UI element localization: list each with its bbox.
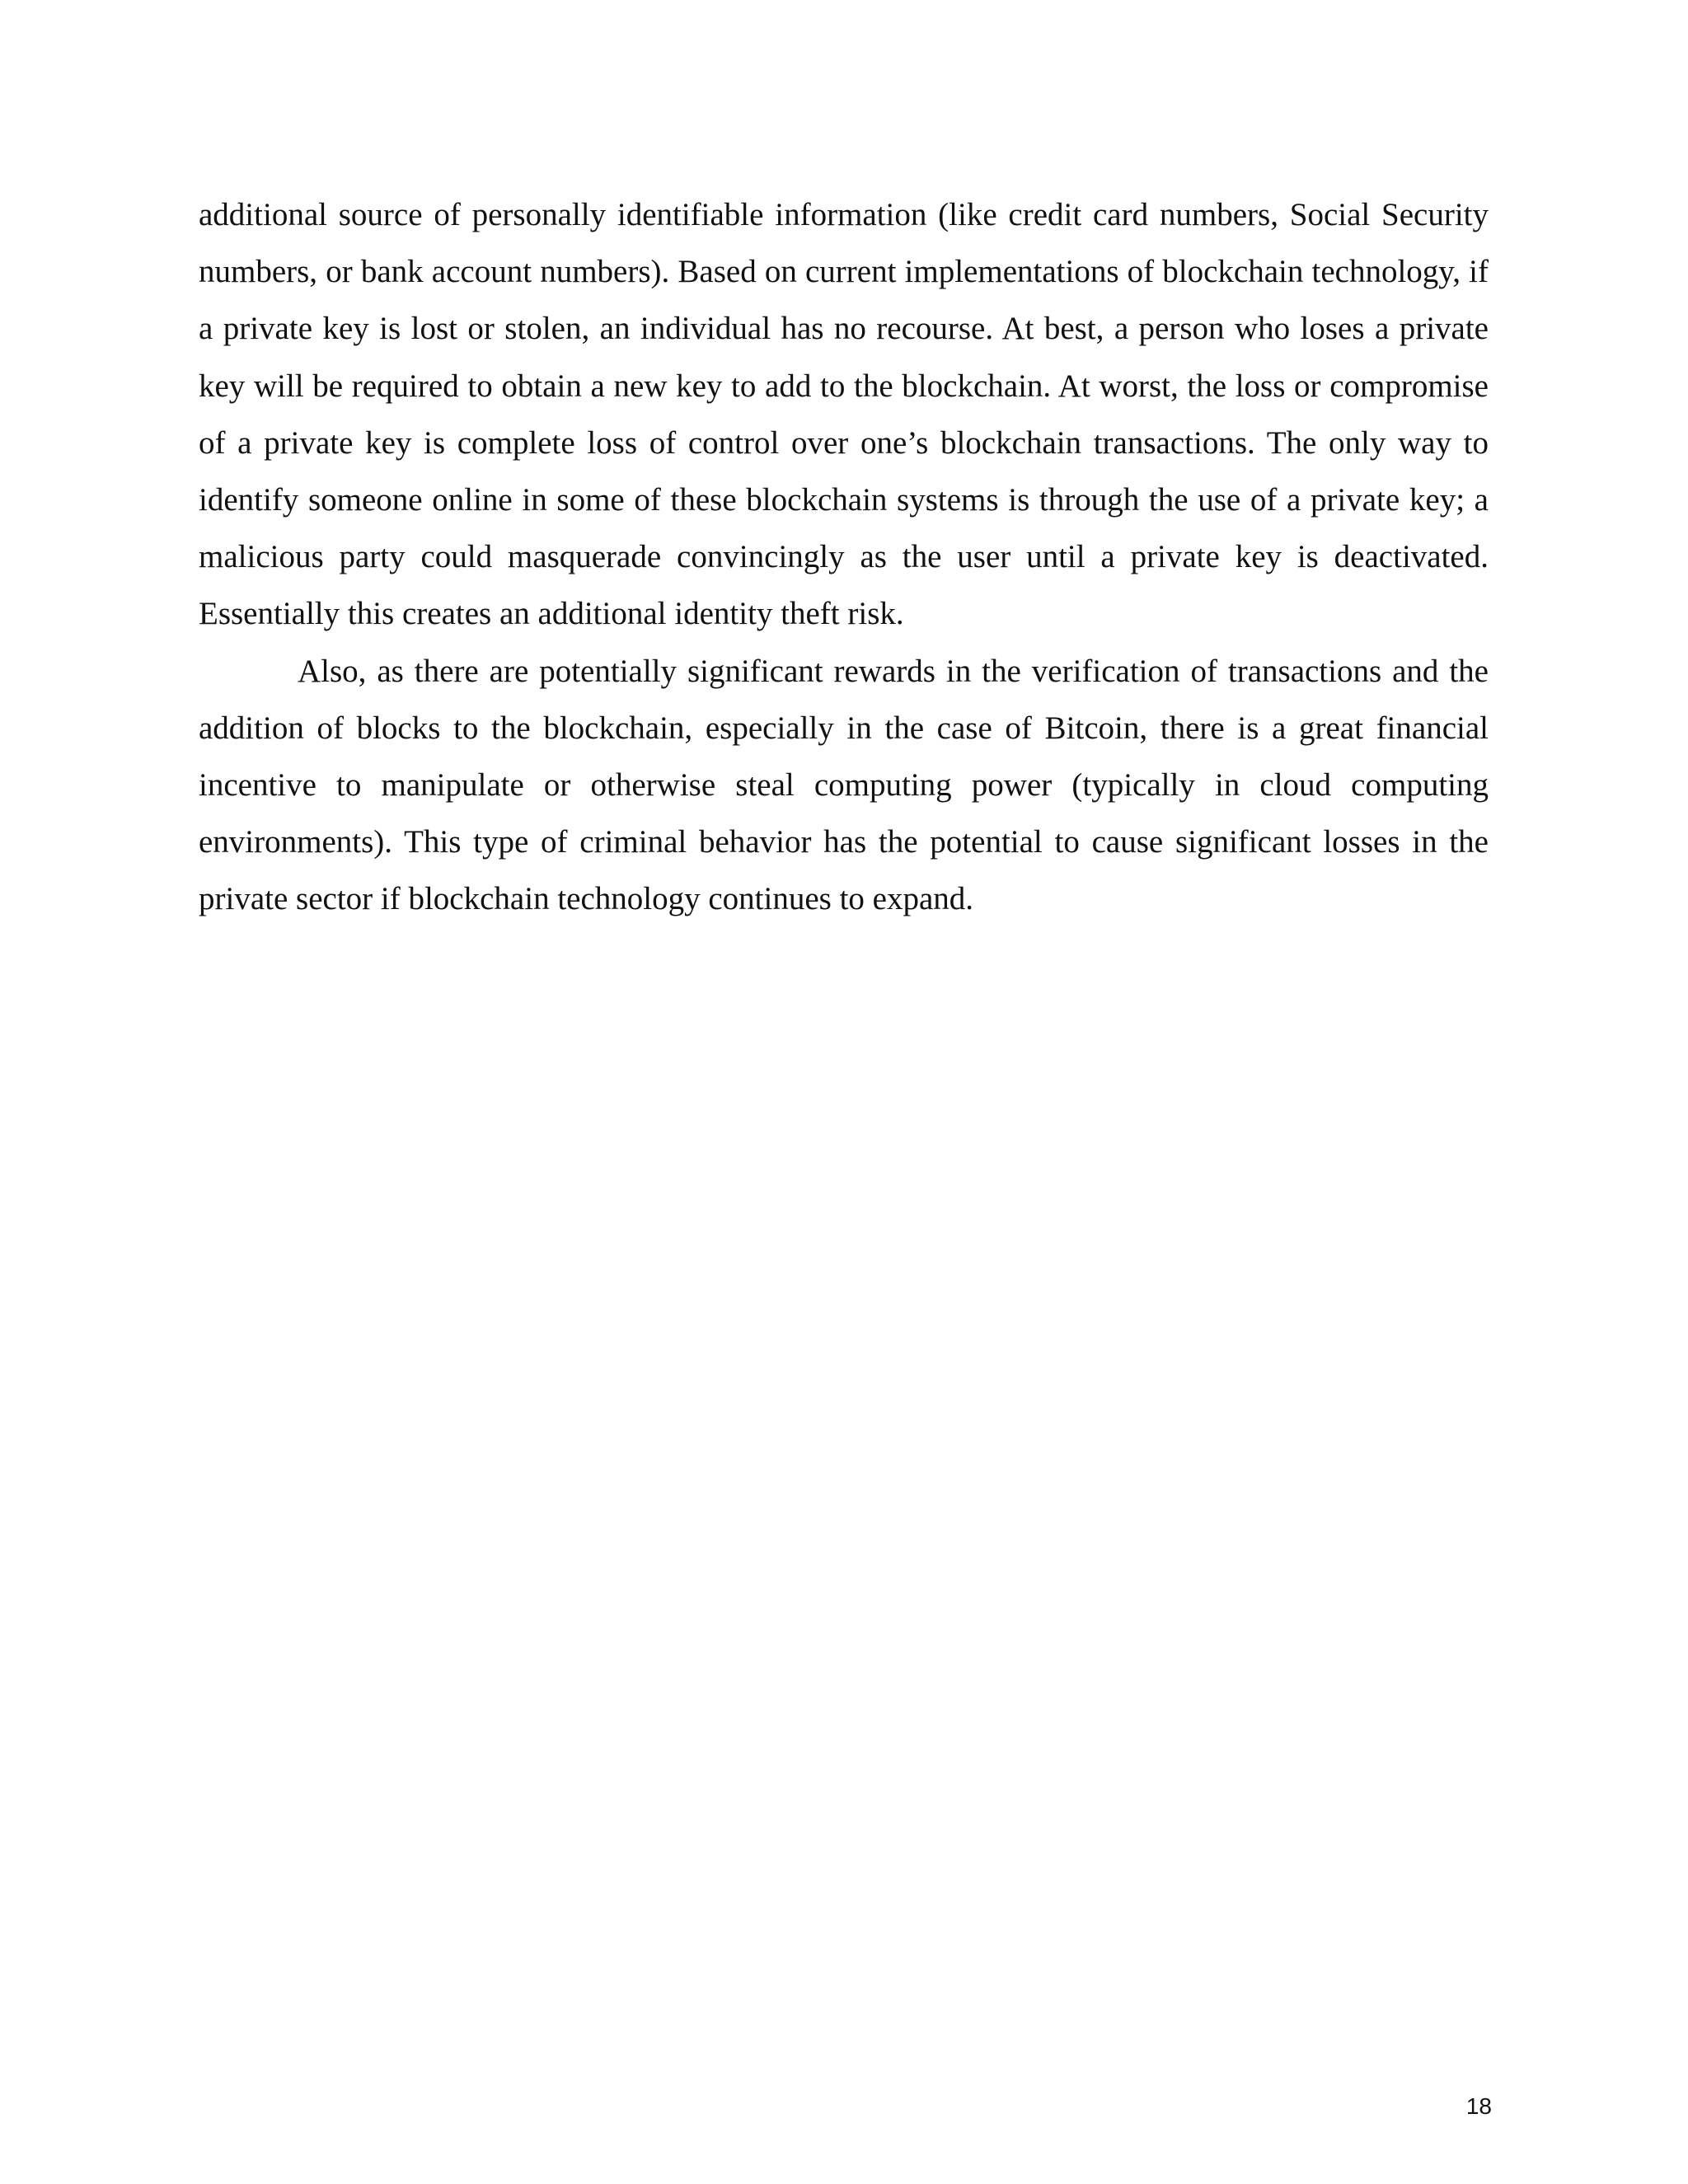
paragraph: Also, as there are potentially significant rewards in the verification of transactions and the addition of blocks to the blockchain, especially in the case of Bitcoin, there is a great financial incentive to manipulate or otherwise steal computing power (typically in cloud computing environments). This type of criminal behavior has the potential to cause significant losses in the private sector if blockchain technology continues to expand.	[199, 653, 1489, 917]
paragraph-continued: additional source of personally identifiable information (like credit card numbers, Social Security numbers, or bank account numbers). Based on current implementations of blockchain technology, if a private key is lost or stolen, an individual has no recourse. At best, a person who loses a private key will be required to obtain a new key to add to the blockchain. At worst, the loss or compromise of a private key is complete loss of control over one’s blockchain transactions. The only way to identify someone online in some of these blockchain systems is through the use of a private key; a malicious party could masquerade convincingly as the user until a private key is deactivated. Essentially this creates an additional identity theft risk.	[199, 197, 1489, 632]
body-text	[199, 186, 1489, 928]
page-number: 18	[1465, 2093, 1492, 2119]
